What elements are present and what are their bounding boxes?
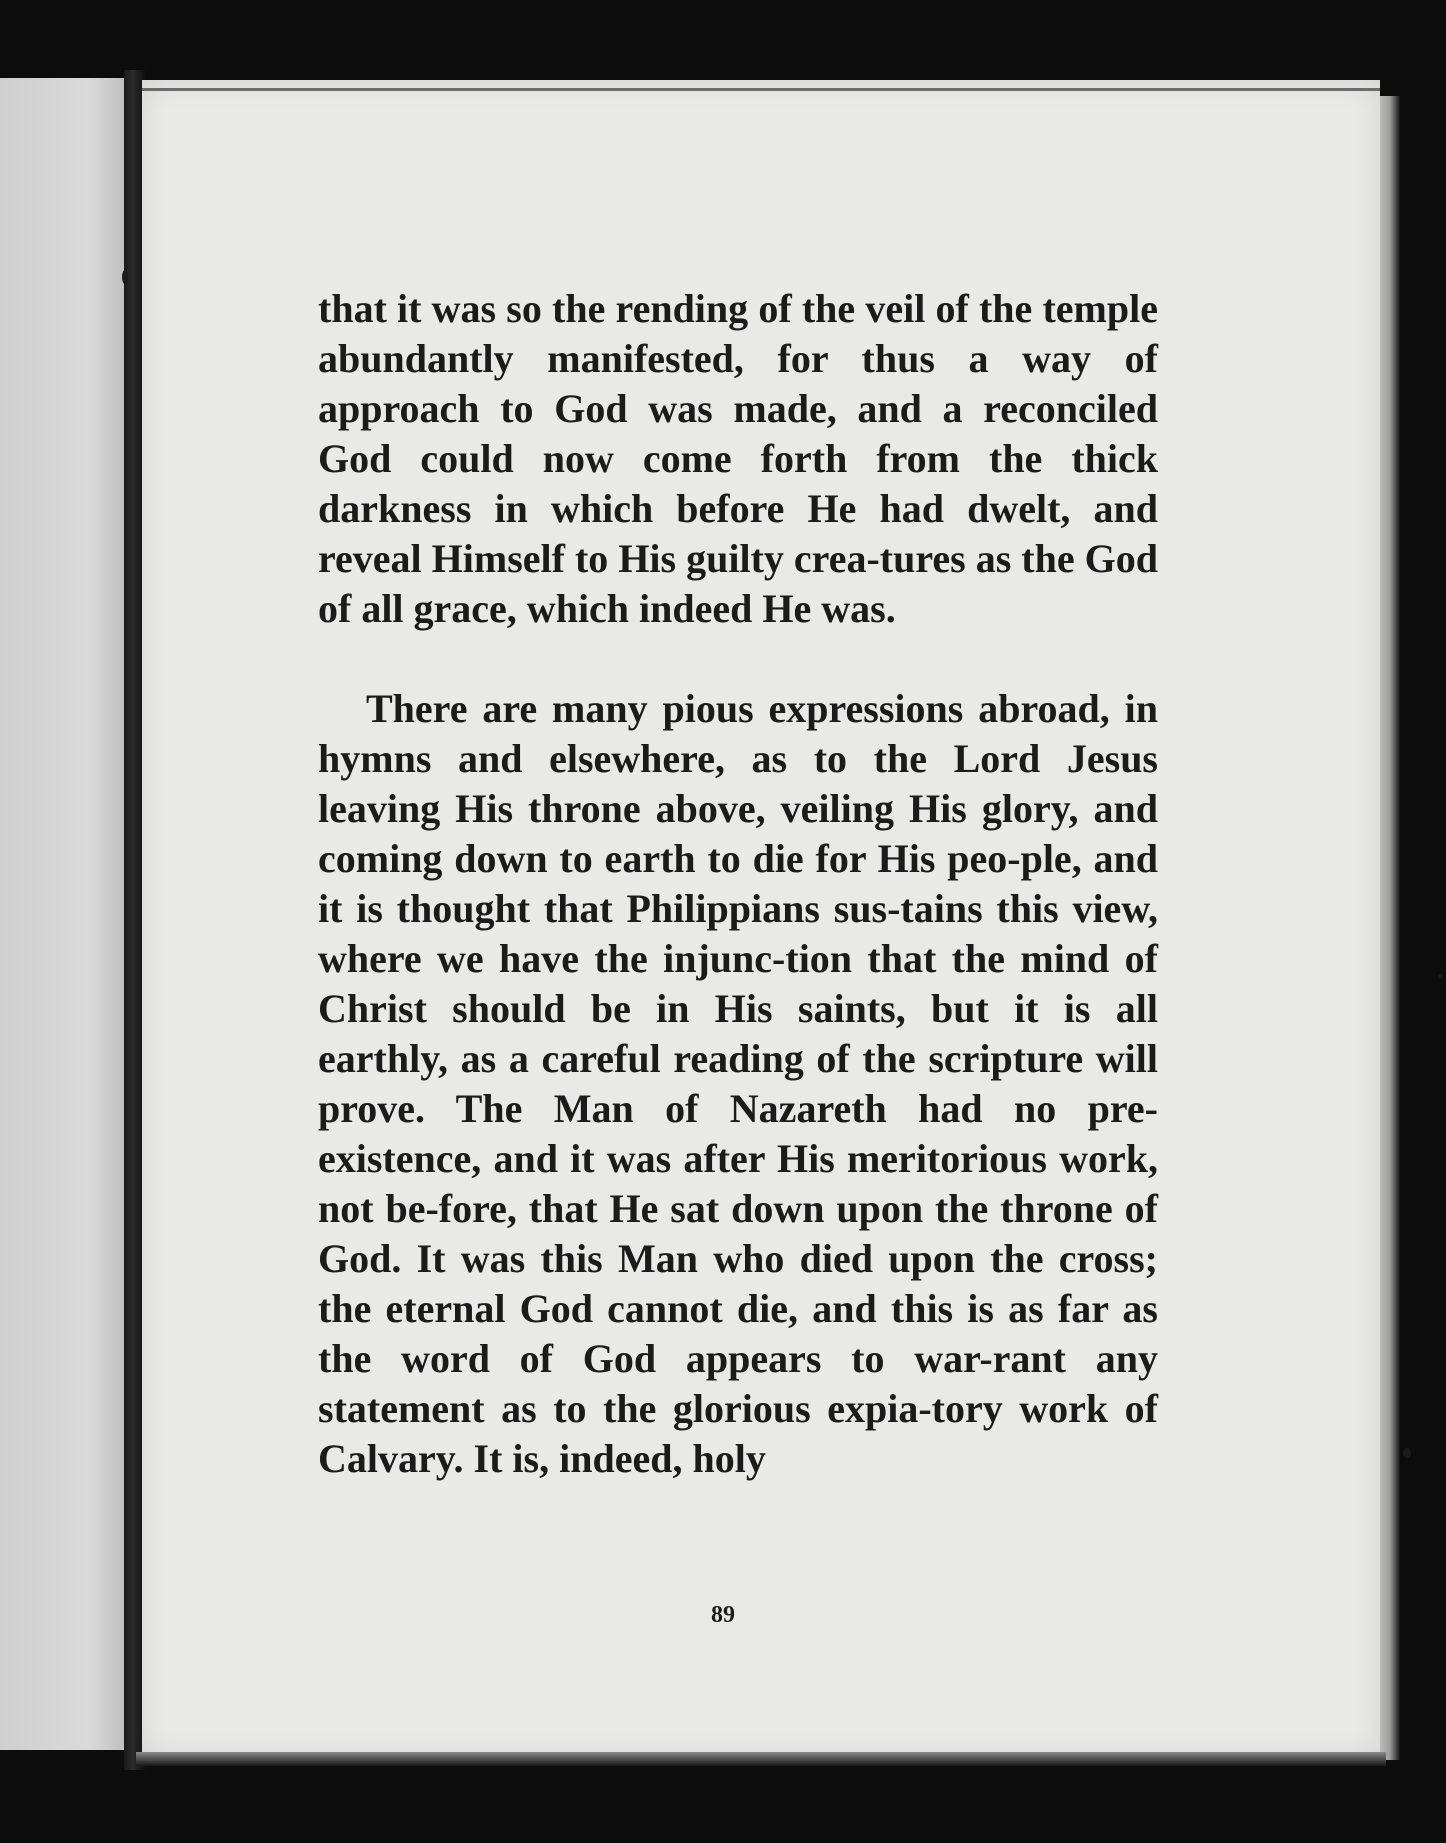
dust-speck <box>122 270 128 284</box>
dust-speck <box>1438 974 1443 979</box>
page-top-edge <box>142 88 1380 91</box>
body-text <box>318 284 1158 1484</box>
paragraph-2: There are many pious expressions abroad, in hymns and elsewhere, as to the Lord Jesus leaving His throne above, veiling His glory, and coming down to earth to die for His peo-ple, and it is thought that Philippians sus-tains this view, where we have the injunc-tion that the mind of Christ should be in His saints, but it is all earthly, as a careful reading of the scripture will prove. The Man of Nazareth had no pre-existence, and it was after His meritorious work, not be-fore, that He sat down upon the throne of God. It was this Man who died upon the cross; the eternal God cannot die, and this is as far as the word of God appears to war-rant any statement as to the glorious expia-tory work of Calvary. It is, indeed, holy <box>318 686 1158 1481</box>
paragraph-1: that it was so the rending of the veil of the temple abundantly manifested, for thus a way of approach to God was made, and a reconciled God could now come forth from the thick darkness in which before He had dwelt, and reveal Himself to His guilty crea-tures as the God of all grace, which indeed He was. <box>318 286 1158 631</box>
page-number: 89 <box>711 1602 735 1628</box>
left-page-edge <box>0 78 128 1750</box>
page-right-edge <box>1380 96 1400 1760</box>
dust-speck <box>1403 1448 1411 1458</box>
page-bottom-edge <box>136 1752 1386 1766</box>
